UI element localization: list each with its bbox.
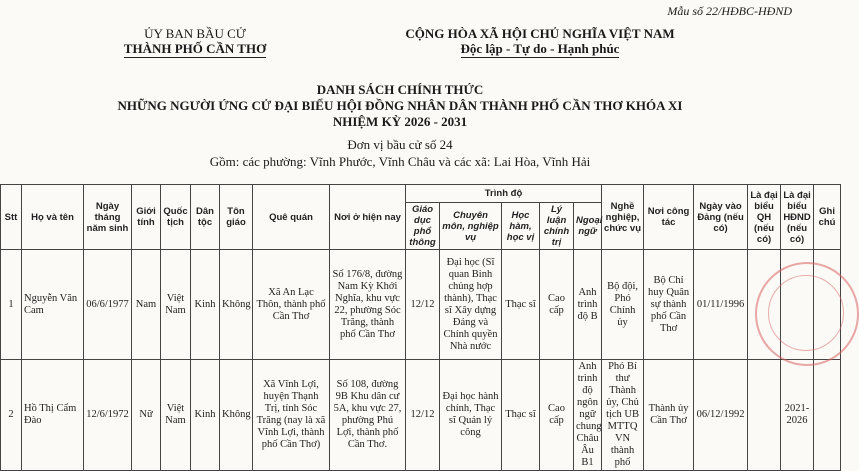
cell-religion: Không [220, 360, 253, 471]
cell-nationality: Việt Nam [161, 360, 191, 471]
col-residence: Nơi ở hiện nay [330, 185, 406, 250]
col-education-group: Trình độ [406, 185, 602, 203]
cell-na-delegate [748, 360, 781, 471]
cell-stt: 2 [1, 360, 22, 471]
cell-workplace: Bộ Chỉ huy Quân sự thành phố Cần Thơ [644, 250, 694, 360]
col-general-edu: Giáo dục phổ thông [406, 203, 440, 250]
document-title-3: NHIỆM KỲ 2026 - 2031 [332, 114, 468, 129]
col-profession: Chuyên môn, nghiệp vụ [440, 203, 502, 250]
cell-hometown: Xã An Lạc Thôn, thành phố Cần Thơ [253, 250, 330, 360]
cell-religion: Không [220, 250, 253, 360]
cell-general-edu: 12/12 [406, 360, 440, 471]
col-stt: Stt [1, 185, 22, 250]
issuer-header [95, 26, 295, 58]
table-row [1, 250, 841, 360]
cell-name: Hồ Thị Cẩm Đào [22, 360, 84, 471]
cell-politics: Cao cấp [540, 360, 574, 471]
cell-dob: 12/6/1972 [84, 360, 132, 471]
national-motto-line2: Độc lập - Tự do - Hạnh phúc [460, 41, 620, 56]
issuer-line1: ỦY BAN BẦU CỬ [144, 26, 246, 41]
cell-ethnicity: Kinh [191, 250, 220, 360]
col-note: Ghi chú [814, 185, 841, 250]
col-workplace: Nơi công tác [644, 185, 694, 250]
col-politics: Lý luận chính trị [540, 203, 574, 250]
cell-language: Anh trình độ ngôn ngữ chung Châu Âu B1 [574, 360, 602, 471]
national-motto-line1: CỘNG HÒA XÃ HỘI CHỦ NGHĨA VIỆT NAM [405, 26, 675, 41]
col-name: Họ và tên [22, 185, 84, 250]
cell-sex: Nam [132, 250, 161, 360]
col-degree: Học hàm, học vị [502, 203, 540, 250]
candidate-table [0, 184, 841, 471]
cell-politics: Cao cấp [540, 250, 574, 360]
document-title-1: DANH SÁCH CHÍNH THỨC [316, 82, 484, 97]
cell-party-date: 01/11/1996 [694, 250, 748, 360]
col-religion: Tôn giáo [220, 185, 253, 250]
cell-occupation: Phó Bí thư Thành ủy, Chủ tịch UB MTTQ VN thành phố [602, 360, 644, 471]
electoral-area: Gồm: các phường: Vĩnh Phước, Vĩnh Châu và các xã: Lai Hòa, Vĩnh Hải [209, 154, 591, 169]
cell-sex: Nữ [132, 360, 161, 471]
cell-profession: Đại học hành chính, Thạc sĩ Quản lý công [440, 360, 502, 471]
col-language: Ngoại ngữ [574, 203, 602, 250]
document-title-2: NHỮNG NGƯỜI ỨNG CỬ ĐẠI BIỂU HỘI ĐỒNG NHÂN DÂN THÀNH PHỐ CẦN THƠ KHÓA XI [117, 98, 683, 113]
cell-occupation: Bộ đội, Phó Chính ủy [602, 250, 644, 360]
cell-note [814, 360, 841, 471]
cell-residence: Số 176/8, đường Nam Kỳ Khởi Nghĩa, khu vực 22, phường Sóc Trăng, thành phố Cần Thơ [330, 250, 406, 360]
cell-degree: Thạc sĩ [502, 360, 540, 471]
col-sex: Giới tính [132, 185, 161, 250]
cell-degree: Thạc sĩ [502, 250, 540, 360]
cell-party-date: 06/12/1992 [694, 360, 748, 471]
cell-workplace: Thành ủy Cần Thơ [644, 360, 694, 471]
col-dob: Ngày tháng năm sinh [84, 185, 132, 250]
cell-hometown: Xã Vĩnh Lợi, huyện Thạnh Trị, tỉnh Sóc Trăng (nay là xã Vĩnh Lợi, thành phố Cần Thơ) [253, 360, 330, 471]
col-na-delegate: Là đại biểu QH (nếu có) [748, 185, 781, 250]
cell-general-edu: 12/12 [406, 250, 440, 360]
cell-ethnicity: Kinh [191, 360, 220, 471]
issuer-line2: THÀNH PHỐ CẦN THƠ [123, 41, 267, 56]
cell-profession: Đại học (Sĩ quan Binh chủng hợp thành), Thạc sĩ Xây dựng Đảng và Chính quyền Nhà nước [440, 250, 502, 360]
cell-dob: 06/6/1977 [84, 250, 132, 360]
table-row [1, 360, 841, 471]
national-header [355, 26, 725, 58]
official-seal-inner [768, 275, 844, 351]
col-ethnicity: Dân tộc [191, 185, 220, 250]
cell-stt: 1 [1, 250, 22, 360]
col-nationality: Quốc tịch [161, 185, 191, 250]
cell-name: Nguyễn Văn Cam [22, 250, 84, 360]
col-council-delegate: Là đại biểu HĐND (nếu có) [781, 185, 814, 250]
cell-council-delegate: 2021-2026 [781, 360, 814, 471]
col-party-date: Ngày vào Đảng (nếu có) [694, 185, 748, 250]
electoral-unit: Đơn vị bầu cử số 24 [347, 137, 453, 152]
col-occupation: Nghề nghiệp, chức vụ [602, 185, 644, 250]
cell-nationality: Việt Nam [161, 250, 191, 360]
cell-residence: Số 108, đường 9B Khu dân cư 5A, khu vực 27, phường Phú Lợi, thành phố Cần Thơ. [330, 360, 406, 471]
col-hometown: Quê quán [253, 185, 330, 250]
form-number: Mẫu số 22/HĐBC-HĐND [667, 4, 792, 18]
cell-language: Anh trình độ B [574, 250, 602, 360]
